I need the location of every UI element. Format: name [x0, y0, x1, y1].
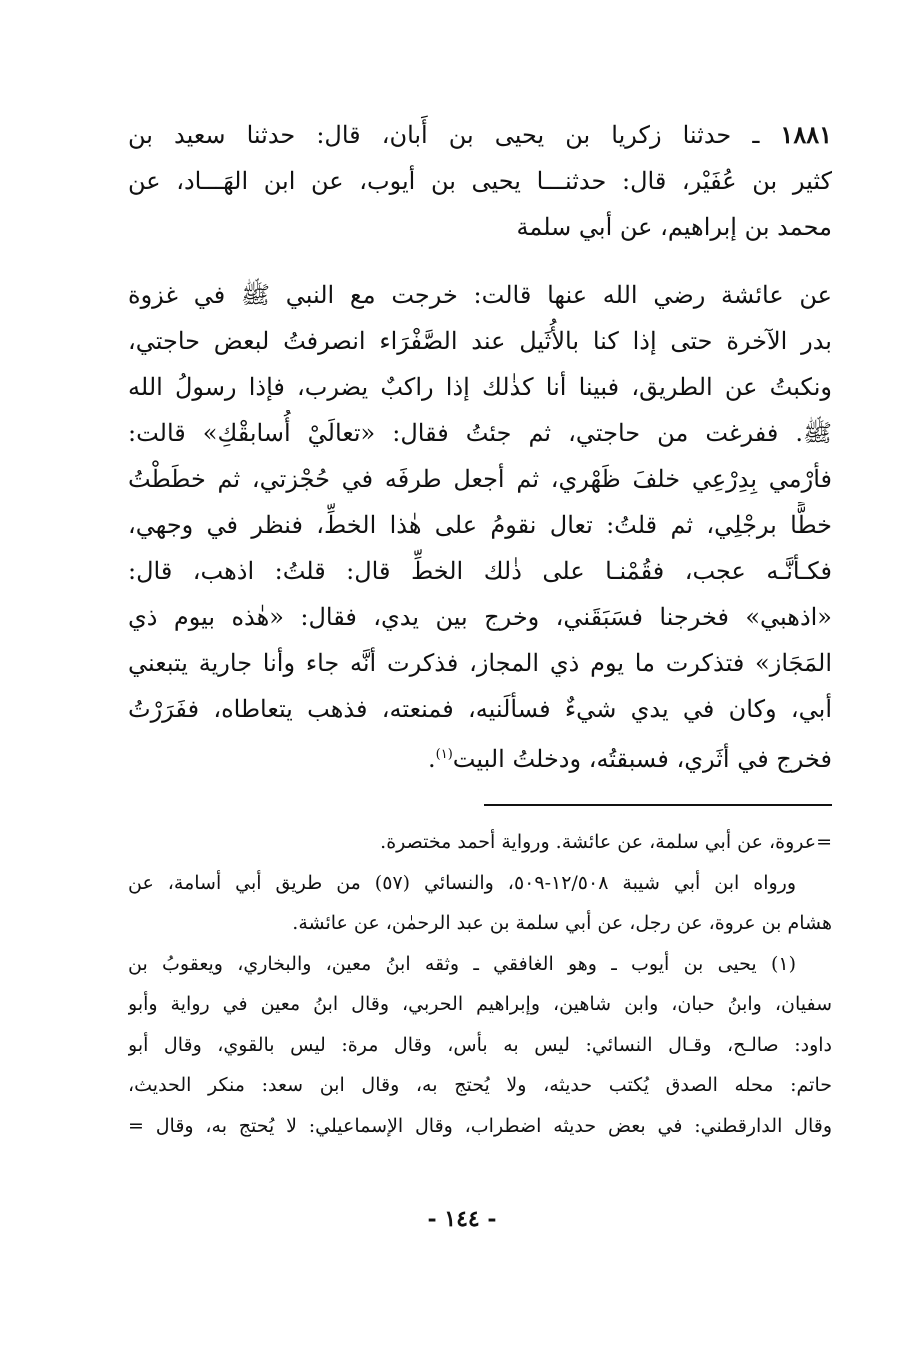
- matn-line: ﷺ. ففرغت من حاجتي، ثم جئتُ فقال: «تعالَيْ أُسابقْكِ» قالت:: [128, 419, 832, 447]
- matn-line: عن عائشة رضي الله عنها قالت: خرجت مع النبي ﷺ في غزوة: [128, 281, 832, 309]
- footnote-line: ورواه ابن أبي شيبة ١٢/٥٠٨-٥٠٩، والنسائي (٥٧) من طريق أبي أسامة، عن: [128, 871, 796, 894]
- hadith-matn: [128, 272, 832, 778]
- footnote-line: سفيان، وابنُ حبان، وابن شاهين، وإبراهيم الحربي، وقال ابنُ معين في رواية وأبو: [128, 993, 832, 1015]
- matn-line-text: فخرج في أثَري، فسبقتُه، ودخلتُ البيت: [452, 745, 832, 773]
- hadith-isnad: [128, 112, 832, 250]
- footnote-line: حاتم: محله الصدق يُكتب حديثه، ولا يُحتج به، وقال ابن سعد: منكر الحديث،: [128, 1074, 832, 1096]
- footnote-line: =عروة، عن أبي سلمة، عن عائشة. ورواية أحمد مختصرة.: [380, 831, 832, 853]
- matn-line: ونكبتُ عن الطريق، فبينا أنا كذٰلك إذا راكبٌ يضرب، فإذا رسولُ الله: [128, 373, 832, 401]
- footnote-line: داود: صالـح، وقـال النسائي: ليس به بأس، وقال مرة: ليس بالقوي، وقال أبو: [128, 1033, 832, 1056]
- footnote-divider: [484, 804, 832, 806]
- matn-line: بدر الآخرة حتى إذا كنا بالأُثَيل عند الصَّفْرَاء انصرفتُ لبعض حاجتي،: [128, 327, 832, 355]
- matn-line: فكـأنَّـه عجب، فقُمْنـا على ذٰلك الخطِّ قال: قلتُ: اذهب، قال:: [128, 557, 832, 585]
- matn-line: المَجَاز» فتذكرت ما يوم ذي المجاز، فذكرت أنَّه جاء وأنا جارية يتبعني: [128, 649, 832, 677]
- matn-line: فأرْمي بِدِرْعِي خلفَ ظَهْري، ثم أجعل طرفَه في حُجْزتي، ثم خطَطْتُ: [128, 465, 832, 493]
- footnote-line: هشام بن عروة، عن رجل، عن أبي سلمة بن عبد الرحمٰن، عن عائشة.: [292, 912, 832, 934]
- isnad-line: [128, 112, 832, 158]
- footnote-marker: (١): [435, 747, 453, 762]
- footnotes: [128, 822, 832, 1146]
- footnote-line: (١) يحيى بن أيوب ـ وهو الغافقي ـ وثقه ابنُ معين، والبخاري، ويعقوبُ بن: [128, 952, 796, 975]
- matn-line: «اذهبي» فخرجنا فسَبَقَني، وخرج بين يدي، فقال: «هٰذه بيوم ذي: [128, 603, 832, 631]
- matn-line: [128, 732, 832, 778]
- isnad-line: كثير بن عُفَيْر، قال: حدثنـــا يحيى بن أيوب، عن ابن الهَـــاد، عن: [128, 167, 832, 195]
- matn-line: خطًّا برجْلِي، ثم قلتُ: تعال نقومُ على هٰذا الخطِّ، فنظر في وجهي،: [128, 511, 832, 539]
- sentence-period: .: [428, 745, 436, 773]
- isnad-line: محمد بن إبراهيم، عن أبي سلمة: [516, 213, 832, 241]
- hadith-number: ١٨٨١: [780, 120, 832, 149]
- isnad-line-text: ـ حدثنا زكريا بن يحيى بن أَبان، قال: حدثنا سعيد بن: [128, 121, 760, 149]
- footnote-line: وقال الدارقطني: في بعض حديثه اضطراب، وقال الإسماعيلي: لا يُحتج به، وقال =: [128, 1114, 832, 1137]
- matn-line: أبي، وكان في يدي شيءٌ فسألَنيه، فمنعته، فذهب يتعاطاه، ففَرَرْتُ: [128, 695, 832, 723]
- page-number: - ١٤٤ -: [427, 1206, 497, 1232]
